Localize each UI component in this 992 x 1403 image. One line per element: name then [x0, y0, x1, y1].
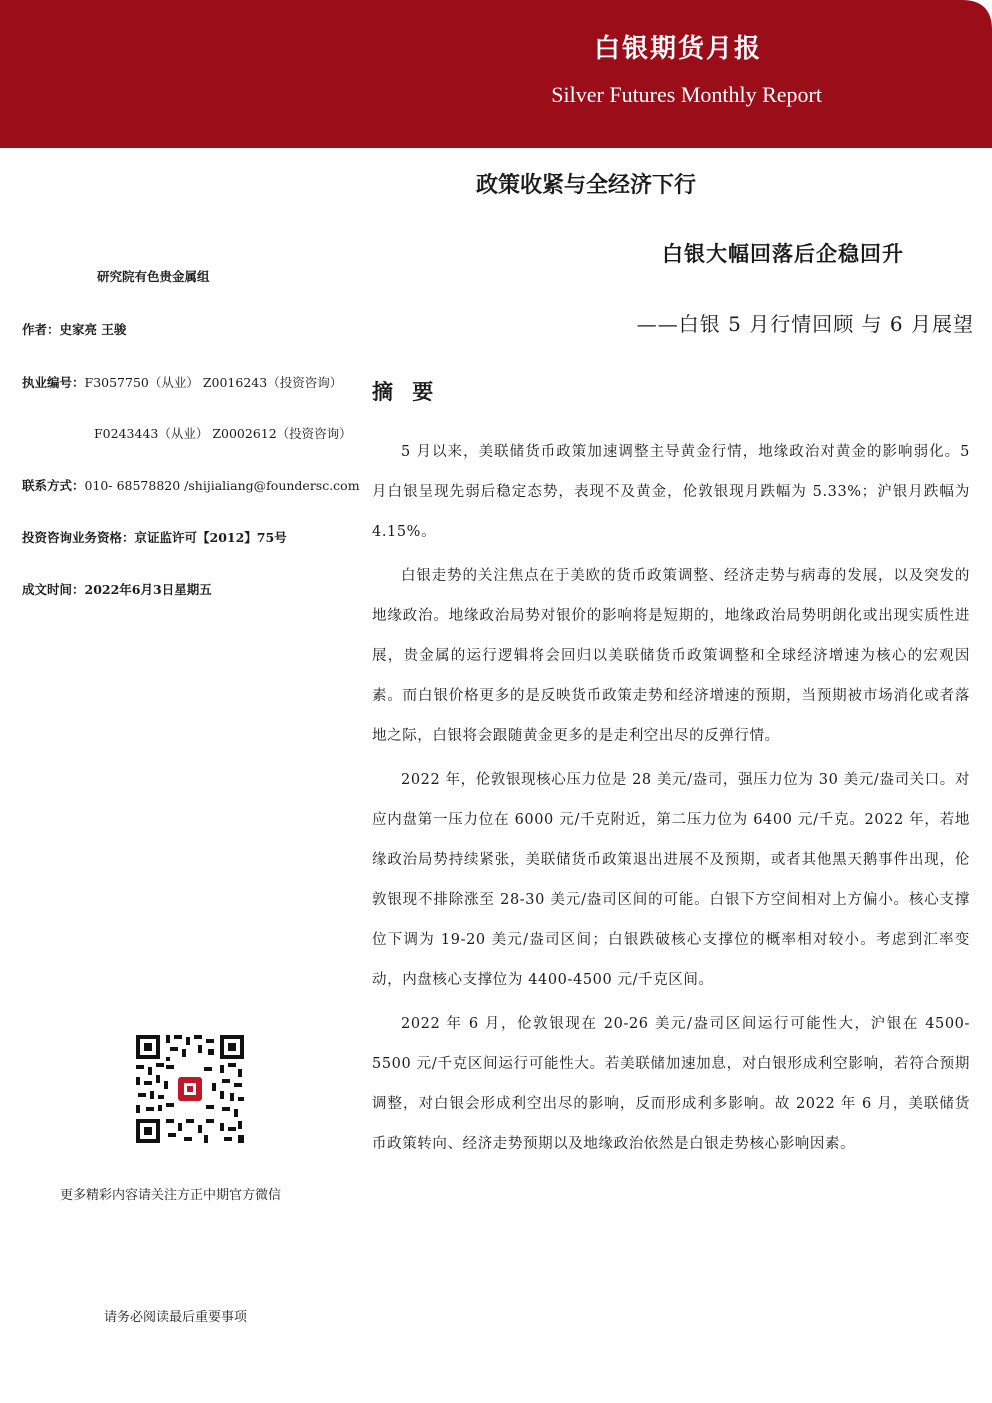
report-banner: [0, 0, 992, 146]
qr-code-graphic: [134, 1033, 246, 1145]
date-value: 2022年6月3日星期五: [84, 582, 212, 597]
summary-paragraph: 2022 年，伦敦银现核心压力位是 28 美元/盎司，强压力位为 30 美元/盎司关口。对应内盘第一压力位在 6000 元/千克附近，第二压力位为 6400 元/千克。2022 年，若地缘政治局势持续紧张，美联储货币政策退出进展不及预期，或者其他黑天鹅事件出现，伦敦银现不排除涨至 28-30 美元/盎司区间的可能。白银下方空间相对上方偏小。核心支撑位下调为 19-20 美元/盎司区间；白银跌破核心支撑位的概率相对较小。考虑到汇率变动，内盘核心支撑位为 4400-4500 元/千克区间。: [372, 772, 970, 988]
department-name: 研究院有色贵金属组: [97, 269, 210, 284]
qr-code-icon[interactable]: [134, 1033, 246, 1145]
date-label: 成文时间：: [22, 582, 85, 597]
license-value-2: F0243443（从业） Z0002612（投资咨询）: [94, 426, 352, 441]
report-series-title-en: Silver Futures Monthly Report: [551, 82, 822, 107]
qualification-value: 京证监许可【2012】75号: [134, 530, 287, 545]
summary-body: [372, 432, 970, 1164]
header-divider: [0, 146, 992, 148]
summary-heading: 摘 要: [372, 379, 440, 404]
license-value-1: F3057750（从业） Z0016243（投资咨询）: [84, 375, 343, 390]
report-sub-title: 白银大幅回落后企稳回升: [662, 241, 904, 266]
footer-disclaimer-note: 请务必阅读最后重要事项: [104, 1310, 248, 1325]
contact-row: [22, 476, 360, 494]
report-tagline: ——白银 5 月行情回顾 与 6 月展望: [636, 312, 974, 336]
summary-paragraph: 5 月以来，美联储货币政策加速调整主导黄金行情，地缘政治对黄金的影响弱化。5 月白银呈现先弱后稳定态势，表现不及黄金，伦敦银现月跌幅为 5.33%；沪银月跌幅为 4.15%。: [372, 444, 970, 540]
qr-caption: 更多精彩内容请关注方正中期官方微信: [60, 1188, 282, 1203]
date-row: [22, 580, 212, 598]
summary-paragraph: 2022 年 6 月，伦敦银现在 20-26 美元/盎司区间运行可能性大，沪银在 4500-5500 元/千克区间运行可能性大。若美联储加速加息，对白银形成利空影响，若符合预期调整，对白银会形成利空出尽的影响，反而形成利多影响。故 2022 年 6 月，美联储货币政策转向、经济走势预期以及地缘政治依然是白银走势核心影响因素。: [372, 1016, 970, 1152]
authors-row: [22, 320, 126, 338]
authors-value: 史家亮 王骏: [59, 322, 127, 337]
qualification-label: 投资咨询业务资格：: [22, 530, 135, 545]
banner-shape: [0, 0, 992, 146]
authors-label: 作者：: [22, 322, 60, 337]
summary-paragraph: 白银走势的关注焦点在于美欧的货币政策调整、经济走势与病毒的发展，以及突发的地缘政治。地缘政治局势对银价的影响将是短期的，地缘政治局势明朗化或出现实质性进展，贵金属的运行逻辑将会回归以美联储货币政策调整和全球经济增速为核心的宏观因素。而白银价格更多的是反映货币政策走势和经济增速的预期，当预期被市场消化或者落地之际，白银将会跟随黄金更多的是走利空出尽的反弹行情。: [372, 568, 970, 744]
license-label: 执业编号：: [22, 375, 85, 390]
license-row-1: [22, 373, 342, 391]
report-main-title: 政策收紧与全经济下行: [475, 172, 696, 198]
contact-label: 联系方式：: [22, 478, 85, 493]
contact-value[interactable]: 010- 68578820 /shijialiang@foundersc.com: [84, 478, 360, 493]
qualification-row: [22, 528, 287, 546]
report-series-title: 白银期货月报: [593, 34, 762, 64]
license-row-2: [94, 424, 352, 442]
